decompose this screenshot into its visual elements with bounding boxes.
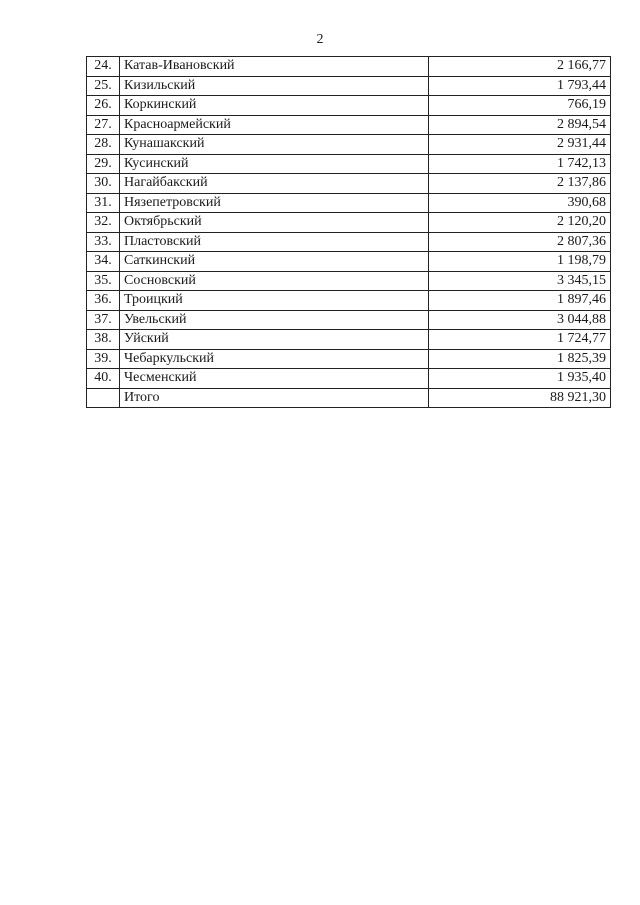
table-row: [87, 115, 611, 135]
page-number: 2: [316, 32, 324, 47]
table-row: [87, 135, 611, 155]
district-name: Троицкий: [120, 291, 429, 311]
district-table: [86, 56, 611, 408]
amount-value: 1 198,79: [429, 252, 611, 272]
amount-value: 1 793,44: [429, 76, 611, 96]
table-row: [87, 96, 611, 116]
table-row: [87, 154, 611, 174]
district-name: Нязепетровский: [120, 193, 429, 213]
amount-value: 1 897,46: [429, 291, 611, 311]
row-number: 34.: [87, 252, 120, 272]
table-row: [87, 252, 611, 272]
table-row: [87, 174, 611, 194]
total-row-number: [87, 388, 120, 408]
row-number: 30.: [87, 174, 120, 194]
total-amount-value: 88 921,30: [429, 388, 611, 408]
table-row: [87, 369, 611, 389]
row-number: 26.: [87, 96, 120, 116]
table-body: [87, 57, 611, 408]
amount-value: 3 345,15: [429, 271, 611, 291]
amount-value: 2 166,77: [429, 57, 611, 77]
row-number: 32.: [87, 213, 120, 233]
amount-value: 2 137,86: [429, 174, 611, 194]
table-row: [87, 232, 611, 252]
district-name: Кусинский: [120, 154, 429, 174]
row-number: 27.: [87, 115, 120, 135]
row-number: 37.: [87, 310, 120, 330]
total-district-name: Итого: [120, 388, 429, 408]
row-number: 39.: [87, 349, 120, 369]
row-number: 29.: [87, 154, 120, 174]
amount-value: 2 120,20: [429, 213, 611, 233]
row-number: 33.: [87, 232, 120, 252]
amount-value: 2 931,44: [429, 135, 611, 155]
amount-value: 766,19: [429, 96, 611, 116]
amount-value: 1 742,13: [429, 154, 611, 174]
row-number: 24.: [87, 57, 120, 77]
row-number: 31.: [87, 193, 120, 213]
district-name: Коркинский: [120, 96, 429, 116]
amount-value: 1 825,39: [429, 349, 611, 369]
district-name: Уйский: [120, 330, 429, 350]
district-name: Саткинский: [120, 252, 429, 272]
district-name: Сосновский: [120, 271, 429, 291]
table-row: [87, 193, 611, 213]
row-number: 25.: [87, 76, 120, 96]
district-name: Красноармейский: [120, 115, 429, 135]
district-name: Кизильский: [120, 76, 429, 96]
table-row: [87, 349, 611, 369]
district-name: Катав-Ивановский: [120, 57, 429, 77]
table-row: [87, 76, 611, 96]
table-row: [87, 271, 611, 291]
total-row: [87, 388, 611, 408]
district-name: Пластовский: [120, 232, 429, 252]
district-name: Нагайбакский: [120, 174, 429, 194]
amount-value: 390,68: [429, 193, 611, 213]
row-number: 28.: [87, 135, 120, 155]
district-name: Кунашакский: [120, 135, 429, 155]
district-name: Чебаркульский: [120, 349, 429, 369]
district-name: Увельский: [120, 310, 429, 330]
row-number: 38.: [87, 330, 120, 350]
table-row: [87, 330, 611, 350]
amount-value: 3 044,88: [429, 310, 611, 330]
amount-value: 2 807,36: [429, 232, 611, 252]
row-number: 40.: [87, 369, 120, 389]
table-row: [87, 213, 611, 233]
amount-value: 1 935,40: [429, 369, 611, 389]
table-row: [87, 291, 611, 311]
amount-value: 2 894,54: [429, 115, 611, 135]
table-row: [87, 310, 611, 330]
table-row: [87, 57, 611, 77]
row-number: 36.: [87, 291, 120, 311]
row-number: 35.: [87, 271, 120, 291]
amount-value: 1 724,77: [429, 330, 611, 350]
district-name: Чесменский: [120, 369, 429, 389]
district-name: Октябрьский: [120, 213, 429, 233]
